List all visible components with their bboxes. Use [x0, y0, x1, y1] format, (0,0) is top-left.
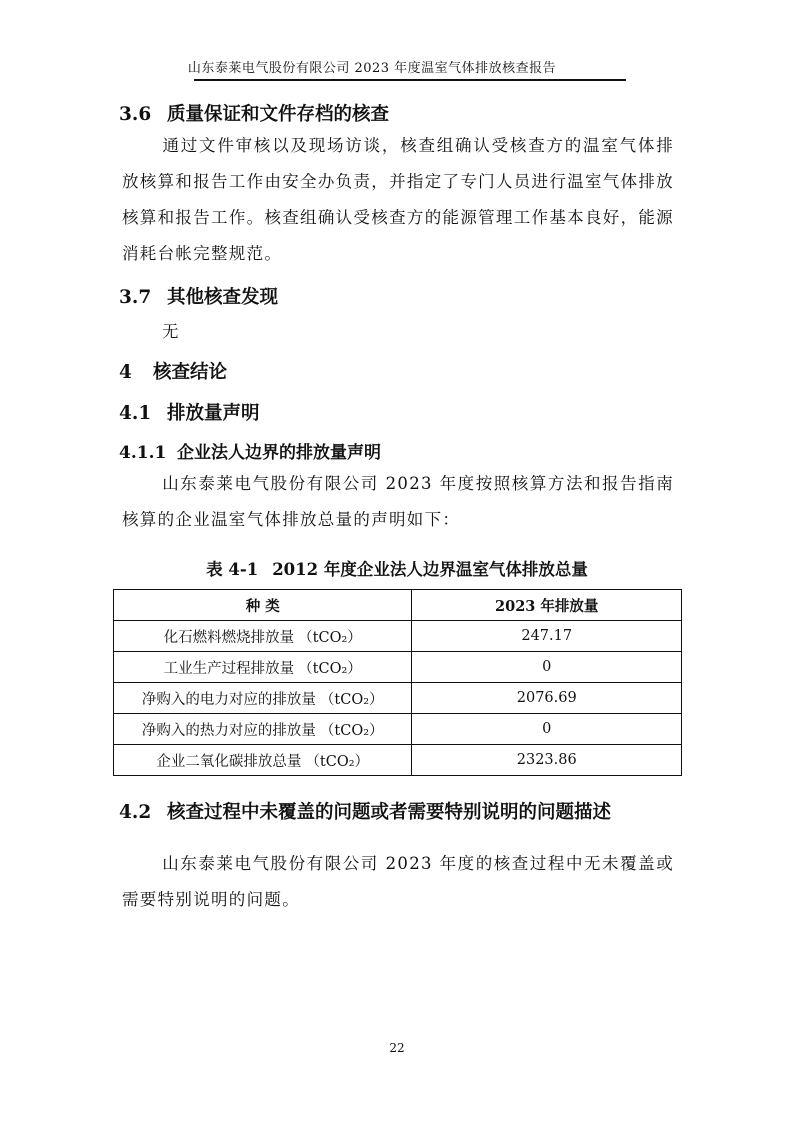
header-category: 种 类: [114, 590, 412, 621]
row-label: 净购入的热力对应的排放量 （tCO₂）: [114, 714, 412, 745]
table-title: 2012 年度企业法人边界温室气体排放总量: [272, 560, 588, 579]
row-value: 2323.86: [412, 745, 682, 776]
section-title: 质量保证和文件存档的核查: [167, 104, 390, 125]
section-title: 排放量声明: [167, 403, 260, 424]
section-number: 4.1.1: [119, 443, 167, 463]
page-number: 22: [389, 1041, 405, 1055]
row-value: 247.17: [412, 621, 682, 652]
table-caption: [0, 556, 794, 580]
paragraph-text: 通过文件审核以及现场访谈，核查组确认受核查方的温室气体排放核算和报告工作由安全办负责，并指定了专门人员进行温室气体排放核算和报告工作。核查组确认受核查方的能源管理工作基本良好，能源消耗台帐完整规范。: [122, 136, 674, 263]
section-number: 3.7: [119, 287, 152, 308]
row-label: 化石燃料燃烧排放量 （tCO₂）: [114, 621, 412, 652]
row-value: 0: [412, 652, 682, 683]
section-3-6-heading: [119, 100, 389, 126]
header-rule: [194, 79, 626, 81]
row-value: 0: [412, 714, 682, 745]
section-title: 其他核查发现: [167, 287, 279, 308]
table-row: [114, 714, 682, 745]
chapter-4-heading: [119, 358, 227, 384]
paragraph-text: 无: [162, 322, 180, 341]
section-4-2-heading: [119, 798, 611, 824]
section-4-1-heading: [119, 399, 260, 425]
section-title: 核查结论: [153, 362, 228, 383]
section-4-1-1-paragraph: [122, 466, 674, 538]
header-emissions: 2023 年排放量: [412, 590, 682, 621]
table-header-row: [114, 590, 682, 621]
paragraph-text: 山东泰莱电气股份有限公司 2023 年度的核查过程中无未覆盖或需要特别说明的问题。: [122, 854, 674, 909]
section-number: 4.2: [119, 802, 152, 823]
section-3-6-paragraph: [122, 128, 674, 272]
row-value: 2076.69: [412, 683, 682, 714]
row-label: 工业生产过程排放量 （tCO₂）: [114, 652, 412, 683]
running-header: 山东泰莱电气股份有限公司 2023 年度温室气体排放核查报告: [187, 61, 557, 76]
table-number: 表 4-1: [206, 560, 259, 579]
section-title: 企业法人边界的排放量声明: [177, 443, 381, 463]
table-row: [114, 683, 682, 714]
section-number: 4: [119, 362, 132, 383]
section-title: 核查过程中未覆盖的问题或者需要特别说明的问题描述: [167, 802, 612, 823]
table-row: [114, 621, 682, 652]
row-label: 净购入的电力对应的排放量 （tCO₂）: [114, 683, 412, 714]
row-label: 企业二氧化碳排放总量 （tCO₂）: [114, 745, 412, 776]
section-number: 4.1: [119, 403, 152, 424]
section-4-1-1-heading: [119, 438, 381, 463]
emissions-table: [113, 589, 682, 776]
table-row: [114, 652, 682, 683]
section-4-2-paragraph: [122, 846, 674, 918]
table-row: [114, 745, 682, 776]
paragraph-text: 山东泰莱电气股份有限公司 2023 年度按照核算方法和报告指南核算的企业温室气体排放总量的声明如下：: [122, 474, 674, 529]
section-3-7-paragraph: [122, 314, 674, 350]
section-number: 3.6: [119, 104, 152, 125]
section-3-7-heading: [119, 283, 278, 309]
